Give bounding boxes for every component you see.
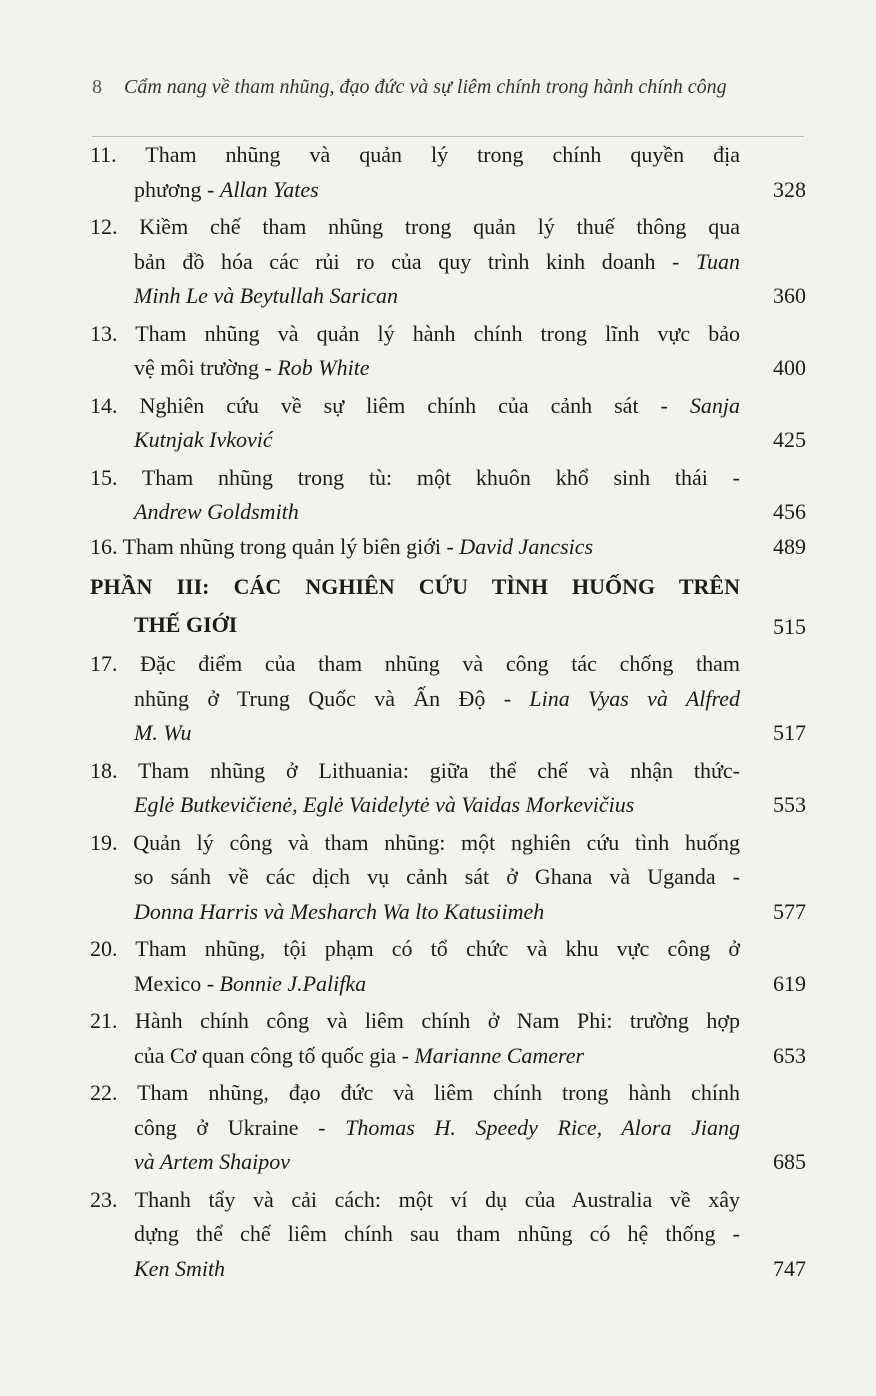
table-of-contents	[90, 138, 806, 1286]
part-title: THẾ GIỚI	[134, 612, 238, 637]
toc-entry-13	[90, 317, 806, 386]
toc-author: Minh Le và Beytullah Sarican	[134, 283, 398, 308]
toc-entry-19	[90, 826, 806, 930]
toc-entry-text: 22. Tham nhũng, đạo đức và liêm chính trong hành chính	[90, 1080, 740, 1105]
toc-entry-text: 16. Tham nhũng trong quản lý biên giới -	[90, 533, 460, 559]
toc-page-number: 515	[773, 613, 806, 639]
toc-entry-22	[90, 1076, 806, 1180]
toc-page-number: 619	[773, 970, 806, 996]
toc-author: Rob White	[277, 355, 370, 380]
toc-entry-18	[90, 754, 806, 823]
toc-part-heading	[90, 568, 806, 644]
toc-entry-21	[90, 1004, 806, 1073]
toc-page-number: 456	[773, 499, 806, 524]
toc-page-number: 517	[773, 720, 806, 745]
toc-page-number: 400	[773, 355, 806, 380]
toc-entry-text: 11. Tham nhũng và quản lý trong chính quyền địa	[90, 142, 740, 167]
toc-entry-14	[90, 389, 806, 458]
toc-entry-text: 20. Tham nhũng, tội phạm có tổ chức và khu vực công ở	[90, 936, 740, 961]
toc-author: David Jancsics	[459, 533, 594, 559]
toc-author: Ken Smith	[134, 1255, 226, 1281]
running-header	[92, 76, 782, 99]
toc-author: Eglė Butkevičienė, Eglė Vaidelytė và Vaidas Morkevičius	[134, 792, 635, 817]
toc-entry-20	[90, 932, 806, 1001]
toc-entry-text: 15. Tham nhũng trong tù: một khuôn khổ sinh thái -	[90, 464, 740, 490]
part-title: PHẦN III: CÁC NGHIÊN CỨU TÌNH HUỐNG TRÊN	[90, 574, 740, 599]
toc-author: Kutnjak Ivković	[134, 427, 273, 452]
toc-author: Donna Harris và Mesharch Wa lto Katusiimeh	[134, 898, 545, 924]
toc-page-number: 360	[773, 283, 806, 308]
toc-entry-text: 19. Quản lý công và tham nhũng: một nghiên cứu tình huống	[90, 829, 740, 855]
toc-entry-12	[90, 210, 806, 314]
book-title: Cẩm nang về tham nhũng, đạo đức và sự liêm chính trong hành chính công	[124, 76, 727, 98]
toc-entry-text: dựng thể chế liêm chính sau tham nhũng có hệ thống -	[134, 1221, 740, 1246]
toc-page-number: 425	[773, 427, 806, 452]
toc-entry-text: vệ môi trường -	[134, 355, 278, 380]
toc-entry-text: 21. Hành chính công và liêm chính ở Nam Phi: trường hợp	[90, 1008, 740, 1033]
toc-author: Lina Vyas và Alfred	[529, 685, 740, 711]
toc-page-number: 328	[773, 176, 806, 202]
toc-author: Sanja	[689, 392, 740, 418]
toc-entry-16	[90, 530, 806, 565]
toc-entry-text: Mexico -	[134, 970, 220, 996]
toc-author: và Artem Shaipov	[134, 1149, 291, 1174]
toc-entry-text: 13. Tham nhũng và quản lý hành chính trong lĩnh vực bảo	[90, 320, 740, 346]
toc-author: Bonnie J.Palifka	[219, 970, 367, 996]
toc-author: Andrew Goldsmith	[134, 499, 299, 524]
toc-page-number: 577	[773, 898, 806, 924]
toc-entry-text: 14. Nghiên cứu về sự liêm chính của cảnh sát -	[90, 392, 690, 418]
toc-entry-text: so sánh về các dịch vụ cảnh sát ở Ghana và Uganda -	[134, 864, 740, 889]
toc-entry-text: nhũng ở Trung Quốc và Ấn Độ -	[134, 685, 530, 711]
toc-entry-23	[90, 1183, 806, 1287]
toc-entry-text: 18. Tham nhũng ở Lithuania: giữa thể chế và nhận thức-	[90, 757, 740, 783]
toc-entry-text: bản đồ hóa các rủi ro của quy trình kinh doanh -	[134, 248, 696, 274]
toc-entry-text: phương -	[134, 176, 220, 202]
toc-entry-text: 12. Kiềm chế tham nhũng trong quản lý thuế thông qua	[90, 214, 740, 239]
toc-entry-11	[90, 138, 806, 207]
toc-author: Marianne Camerer	[414, 1042, 585, 1068]
toc-author: Tuan	[695, 248, 740, 274]
toc-entry-15	[90, 461, 806, 530]
toc-author: Allan Yates	[219, 176, 319, 202]
toc-page-number: 653	[773, 1042, 806, 1068]
toc-author: M. Wu	[134, 720, 192, 745]
toc-page-number: 747	[773, 1255, 806, 1281]
page-number: 8	[92, 76, 102, 98]
header-divider	[92, 136, 804, 137]
toc-entry-text: của Cơ quan công tố quốc gia -	[134, 1042, 415, 1068]
toc-page-number: 685	[773, 1149, 806, 1174]
toc-page-number: 553	[773, 792, 806, 817]
toc-author: Thomas H. Speedy Rice, Alora Jiang	[345, 1114, 740, 1140]
toc-entry-text: 23. Thanh tẩy và cải cách: một ví dụ của Australia về xây	[90, 1186, 740, 1212]
toc-page-number: 489	[773, 533, 806, 559]
toc-entry-text: công ở Ukraine -	[134, 1114, 346, 1140]
toc-entry-17	[90, 647, 806, 751]
toc-entry-text: 17. Đặc điểm của tham nhũng và công tác chống tham	[90, 651, 740, 676]
